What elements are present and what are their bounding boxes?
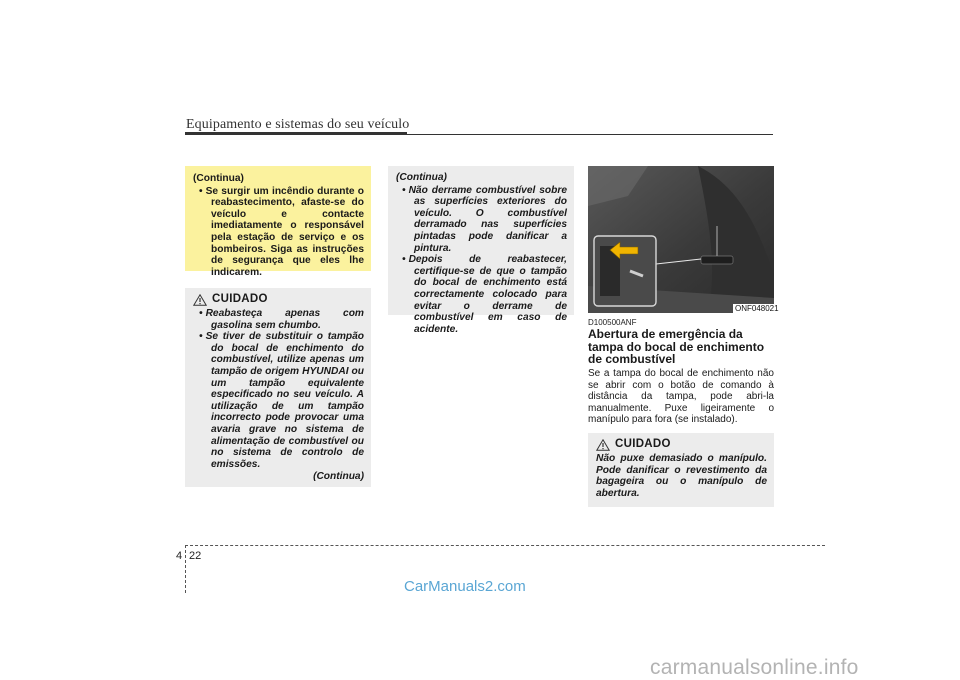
- caution-heading: [193, 294, 364, 306]
- caution-heading-label: CUIDADO: [212, 293, 268, 306]
- fuel-door-release-illustration: [588, 166, 774, 313]
- caution-box-continued: [388, 166, 574, 335]
- warning-list: [193, 186, 364, 279]
- watermark-bottom: carmanualsonline.info: [650, 656, 859, 679]
- caution-heading: [596, 439, 767, 451]
- section-code: D100500ANF: [588, 318, 637, 327]
- warning-triangle-icon: [596, 439, 610, 451]
- warning-triangle-icon: [193, 294, 207, 306]
- caution-box: [185, 288, 371, 487]
- continued-list: [396, 185, 567, 336]
- warning-box: [185, 166, 371, 278]
- watermark-top: CarManuals2.com: [404, 578, 526, 595]
- warning-continua: (Continua): [193, 173, 244, 184]
- page-header-title: Equipamento e sistemas do seu veículo: [186, 117, 410, 132]
- caution-box-fuel-door: [588, 433, 774, 507]
- section-title: Abertura de emergência da tampa do bocal de enchimento de combustível: [588, 327, 765, 366]
- page-number: 22: [189, 550, 202, 562]
- photo-code: ONF048021: [735, 304, 779, 313]
- footer-vertical-rule: [185, 545, 186, 593]
- header-rule: [185, 134, 773, 135]
- caution-item: • Reabasteça apenas com gasolina sem chumbo.: [193, 308, 364, 331]
- caution-list: [193, 308, 364, 470]
- fuel-door-release-photo: [588, 166, 774, 313]
- footer-rule: [185, 545, 825, 546]
- caution-continua: (Continua): [313, 471, 364, 483]
- section-number: 4: [176, 550, 183, 562]
- caution-text: Não puxe demasiado o manípulo. Pode danificar o revestimento da bagageira ou o manípulo de abertura.: [596, 453, 767, 499]
- section-body: Se a tampa do bocal de enchimento não se abrir com o botão de comando à distância da tampa, pode abri-la manualmente. Puxe ligeiramente o manípulo para fora (se instalado).: [588, 368, 774, 426]
- caution-item: • Se tiver de substituir o tampão do bocal de enchimento do combustível, utilize apenas um tampão de origem HYUNDAI ou um tampão equivalente especificado no seu veículo. A utilização de um tampão incorrecto pode provocar uma avaria grave no sistema de alimentação de combustível ou no sistema de controlo de emissões.: [193, 331, 364, 470]
- continued-label: (Continua): [396, 172, 447, 183]
- continued-item: • Não derrame combustível sobre as superfícies exteriores do veículo. O combustível derramado nas superfícies pintadas pode danificar a pintura.: [396, 185, 567, 255]
- caution-heading-label: CUIDADO: [615, 438, 671, 451]
- warning-item: • Se surgir um incêndio durante o reabastecimento, afaste-se do veículo e contacte imediatamente o responsável pela estação de serviço e os bombeiros. Siga as instruções de segurança que eles lhe indicarem.: [193, 186, 364, 279]
- continued-item: • Depois de reabastecer, certifique-se de que o tampão do bocal de enchimento está correctamente colocado para evitar o derrame de combustível em caso de acidente.: [396, 254, 567, 335]
